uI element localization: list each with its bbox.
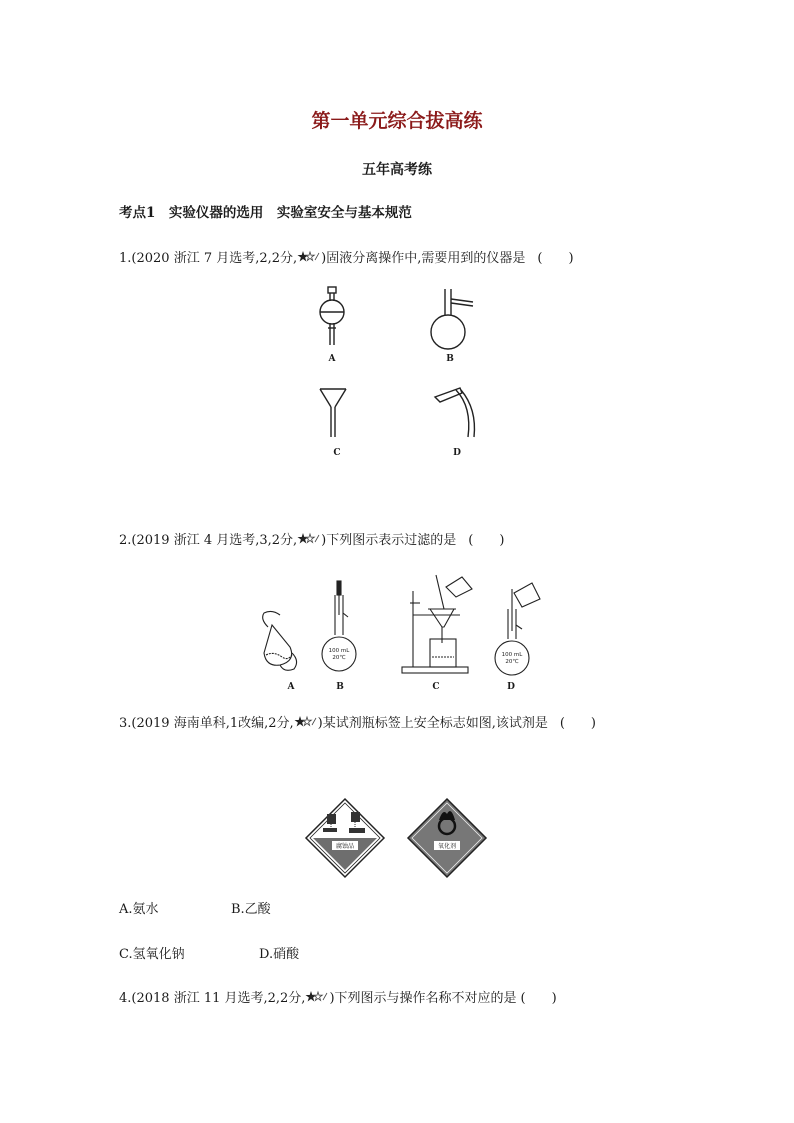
page-title: 第一单元综合拔高练 (311, 110, 483, 132)
hand-shaking-flask-icon (263, 611, 297, 670)
funnel-icon (320, 389, 346, 437)
q1-label-a: A (328, 354, 336, 364)
q2-label-b: B (336, 682, 344, 692)
corrosive-sign-label: 腐蚀品 (335, 843, 355, 850)
flask-b-temp-text: 20℃ (332, 655, 346, 661)
page-subtitle: 五年高考练 (362, 162, 432, 178)
oxidizer-sign-icon (408, 799, 486, 877)
section-heading: 考点1 实验仪器的选用 实验室安全与基本规范 (119, 205, 412, 221)
q1-label-b: B (446, 354, 454, 364)
question-4 (119, 987, 557, 1006)
oxidizer-sign-label: 氧化剂 (437, 843, 457, 850)
q1-label-c: C (333, 448, 341, 458)
q3-option-c: C.氢氧化钠 (119, 947, 185, 962)
q3-option-d: D.硝酸 (259, 947, 300, 962)
flask-b-volume-text: 100 mL (328, 648, 350, 654)
q3-option-b: B.乙酸 (231, 902, 271, 917)
question-4-text: )下列图示与操作名称不对应的是 (329, 991, 517, 1006)
question-2-prefix: 2.(2019 浙江 4 月选考,3,2分, (119, 533, 298, 548)
q3-option-a: A.氨水 (119, 902, 159, 917)
q2-operation-figures (250, 565, 550, 685)
question-4-prefix: 4.(2018 浙江 11 月选考,2,2分, (119, 991, 306, 1006)
question-2 (119, 529, 504, 548)
difficulty-star-icon (306, 991, 328, 1003)
question-1-prefix: 1.(2020 浙江 7 月选考,2,2分, (119, 251, 298, 266)
q2-label-d: D (507, 682, 515, 692)
q2-label-c: C (432, 682, 440, 692)
q1-label-d: D (453, 448, 461, 458)
answer-blank: ( ) (520, 991, 557, 1006)
question-3-text: )某试剂瓶标签上安全标志如图,该试剂是 (317, 716, 548, 731)
answer-blank: ( ) (559, 716, 597, 731)
difficulty-star-icon (295, 716, 317, 728)
difficulty-star-icon (298, 251, 320, 263)
question-3 (119, 712, 596, 731)
answer-blank: ( ) (468, 533, 505, 548)
flask-d-volume-text: 100 mL (501, 652, 523, 658)
bent-tube-icon (435, 388, 474, 437)
separatory-funnel-icon (320, 287, 344, 345)
distillation-flask-icon (431, 289, 473, 349)
flask-d-temp-text: 20℃ (505, 659, 519, 665)
corrosive-sign-icon (306, 799, 384, 877)
question-1 (119, 247, 574, 266)
filtration-setup-icon (402, 575, 472, 673)
question-1-text: )固液分离操作中,需要用到的仪器是 (321, 251, 526, 266)
answer-blank: ( ) (537, 251, 574, 266)
question-3-prefix: 3.(2019 海南单科,1改编,2分, (119, 716, 294, 731)
q2-label-a: A (287, 682, 295, 692)
q3-safety-signs (305, 798, 490, 880)
q1-apparatus-figures (300, 285, 500, 465)
difficulty-star-icon (298, 533, 320, 545)
question-2-text: )下列图示表示过滤的是 (321, 533, 457, 548)
